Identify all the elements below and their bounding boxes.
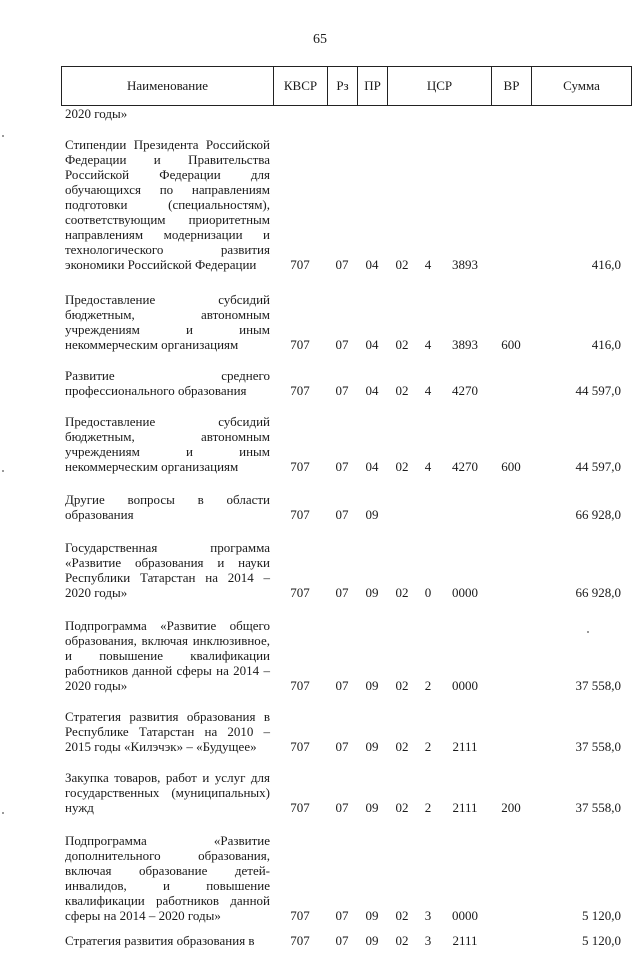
row-sum: 66 928,0 [575, 507, 621, 522]
row-csr-subprogram [417, 106, 439, 123]
row-csr-program: 02 [395, 337, 409, 352]
row-csr-program: 02 [395, 678, 409, 693]
row-pr: 04 [365, 459, 379, 474]
row-rz: 07 [335, 585, 349, 600]
row-sum: 44 597,0 [575, 383, 621, 398]
table-row [61, 606, 631, 699]
scan-mark [587, 631, 589, 633]
row-sum [531, 106, 631, 123]
row-rz: 07 [335, 739, 349, 754]
row-pr [357, 106, 387, 123]
row-csr-program: 02 [395, 800, 409, 815]
row-vr [491, 929, 531, 954]
row-csr-program: 02 [395, 933, 409, 948]
row-csr-direction: 3893 [452, 257, 478, 272]
row-sum: 37 558,0 [575, 678, 621, 693]
row-name: Предоставление субсидий бюджетным, автономным учреждениям и иным некоммерческим организациям [65, 292, 270, 352]
row-pr: 09 [365, 739, 379, 754]
row-pr: 04 [365, 337, 379, 352]
table-row [61, 821, 631, 929]
row-kvsr: 707 [290, 800, 310, 815]
row-csr-program: 02 [395, 383, 409, 398]
row-name: Предоставление субсидий бюджетным, автономным учреждениям и иным некоммерческим организациям [65, 414, 270, 474]
row-vr: 600 [501, 459, 521, 474]
table-row [61, 480, 631, 528]
row-sum: 66 928,0 [575, 585, 621, 600]
row-sum: 37 558,0 [575, 800, 621, 815]
row-csr-subprogram: 4 [424, 383, 432, 398]
row-sum: 5 120,0 [582, 908, 621, 923]
row-csr-program: 02 [395, 257, 409, 272]
row-name: Подпрограмма «Развитие дополнительного образования, включая образование детей-инвалидов, и повышение квалификации работников данной сферы на 2014 – 2020 годы» [65, 833, 270, 923]
row-kvsr: 707 [290, 257, 310, 272]
row-pr: 09 [365, 800, 379, 815]
row-rz: 07 [335, 933, 349, 948]
table-row [61, 123, 631, 278]
row-name: Другие вопросы в области образования [65, 492, 270, 522]
row-csr-program: 02 [395, 739, 409, 754]
row-csr-direction [439, 480, 491, 528]
table-row [61, 699, 631, 760]
row-pr: 04 [365, 257, 379, 272]
budget-table [61, 106, 631, 954]
row-sum: 416,0 [591, 257, 621, 272]
row-pr: 09 [365, 908, 379, 923]
row-kvsr [273, 106, 327, 123]
table-row [61, 528, 631, 606]
row-name: Стратегия развития образования в [65, 933, 255, 948]
row-rz: 07 [335, 800, 349, 815]
row-vr: 600 [501, 337, 521, 352]
header-vr: ВР [492, 67, 532, 106]
row-kvsr: 707 [290, 933, 310, 948]
row-sum: 37 558,0 [575, 739, 621, 754]
row-csr-subprogram: 3 [424, 933, 432, 948]
row-csr-direction: 2111 [452, 739, 478, 754]
row-csr-direction: 4270 [452, 459, 478, 474]
row-vr [491, 821, 531, 929]
row-csr-direction: 3893 [452, 337, 478, 352]
row-name: Закупка товаров, работ и услуг для государственных (муниципальных) нужд [65, 770, 270, 815]
row-rz: 07 [335, 337, 349, 352]
table-row [61, 106, 631, 123]
row-sum: 416,0 [591, 337, 621, 352]
row-csr-direction: 2111 [452, 800, 478, 815]
row-rz: 07 [335, 507, 349, 522]
row-pr: 09 [365, 585, 379, 600]
row-kvsr: 707 [290, 908, 310, 923]
row-csr-subprogram: 4 [424, 257, 432, 272]
header-csr: ЦСР [388, 67, 492, 106]
row-sum: 44 597,0 [575, 459, 621, 474]
row-pr: 04 [365, 383, 379, 398]
row-kvsr: 707 [290, 459, 310, 474]
scan-mark [2, 812, 4, 814]
row-rz: 07 [335, 678, 349, 693]
row-rz: 07 [335, 908, 349, 923]
row-csr-program [387, 106, 417, 123]
row-vr [491, 699, 531, 760]
table-row [61, 929, 631, 954]
header-pr: ПР [358, 67, 388, 106]
row-csr-program [387, 480, 417, 528]
row-csr-direction: 0000 [452, 908, 478, 923]
header-rz: Рз [328, 67, 358, 106]
row-csr-direction: 0000 [452, 678, 478, 693]
row-name: 2020 годы» [65, 106, 128, 121]
row-kvsr: 707 [290, 678, 310, 693]
row-rz: 07 [335, 383, 349, 398]
row-csr-subprogram: 4 [424, 337, 432, 352]
row-pr: 09 [365, 678, 379, 693]
table-row [61, 404, 631, 480]
scan-mark [2, 135, 4, 137]
row-name: Подпрограмма «Развитие общего образования, включая инклюзивное, и повышение квалификации работников данной сферы на 2014 – 2020 годы» [65, 618, 270, 693]
page-number: 65 [313, 32, 327, 47]
row-name: Стратегия развития образования в Республике Татарстан на 2010 – 2015 годы «Килэчэк» – «Будущее» [65, 709, 270, 754]
row-csr-subprogram: 0 [424, 585, 432, 600]
row-sum: 5 120,0 [582, 933, 621, 948]
row-csr-program: 02 [395, 908, 409, 923]
table-row [61, 278, 631, 358]
row-csr-program: 02 [395, 459, 409, 474]
row-vr [491, 528, 531, 606]
row-rz [327, 106, 357, 123]
row-name: Государственная программа «Развитие образования и науки Республики Татарстан на 2014 – 2020 годы» [65, 540, 270, 600]
row-kvsr: 707 [290, 383, 310, 398]
row-kvsr: 707 [290, 585, 310, 600]
scan-mark [2, 470, 4, 472]
header-kvsr: КВСР [274, 67, 328, 106]
row-kvsr: 707 [290, 739, 310, 754]
row-csr-subprogram: 2 [424, 678, 432, 693]
row-vr [491, 358, 531, 404]
row-rz: 07 [335, 459, 349, 474]
row-vr [491, 606, 531, 699]
row-vr [491, 480, 531, 528]
row-kvsr: 707 [290, 337, 310, 352]
table-row [61, 358, 631, 404]
row-csr-program: 02 [395, 585, 409, 600]
row-name: Стипендии Президента Российской Федерации и Правительства Российской Федерации для обучающихся по направлениям подготовки (специальностям), соответствующим приоритетным направлениям модернизации и технологического развития экономики Российской Федерации [65, 137, 270, 272]
row-name: Развитие среднего профессионального образования [65, 368, 270, 398]
table-row [61, 760, 631, 821]
row-csr-direction: 2111 [452, 933, 478, 948]
row-vr: 200 [501, 800, 521, 815]
header-name: Наименование [62, 67, 274, 106]
row-csr-direction: 0000 [452, 585, 478, 600]
row-csr-direction: 4270 [452, 383, 478, 398]
row-pr: 09 [365, 507, 379, 522]
row-vr [491, 106, 531, 123]
row-rz: 07 [335, 257, 349, 272]
table-header [61, 66, 632, 106]
row-kvsr: 707 [290, 507, 310, 522]
row-csr-subprogram: 2 [424, 800, 432, 815]
row-csr-subprogram [417, 480, 439, 528]
row-vr [491, 123, 531, 278]
row-csr-direction [439, 106, 491, 123]
header-sum: Сумма [532, 67, 632, 106]
row-csr-subprogram: 2 [424, 739, 432, 754]
row-csr-subprogram: 4 [424, 459, 432, 474]
row-pr: 09 [365, 933, 379, 948]
row-csr-subprogram: 3 [424, 908, 432, 923]
